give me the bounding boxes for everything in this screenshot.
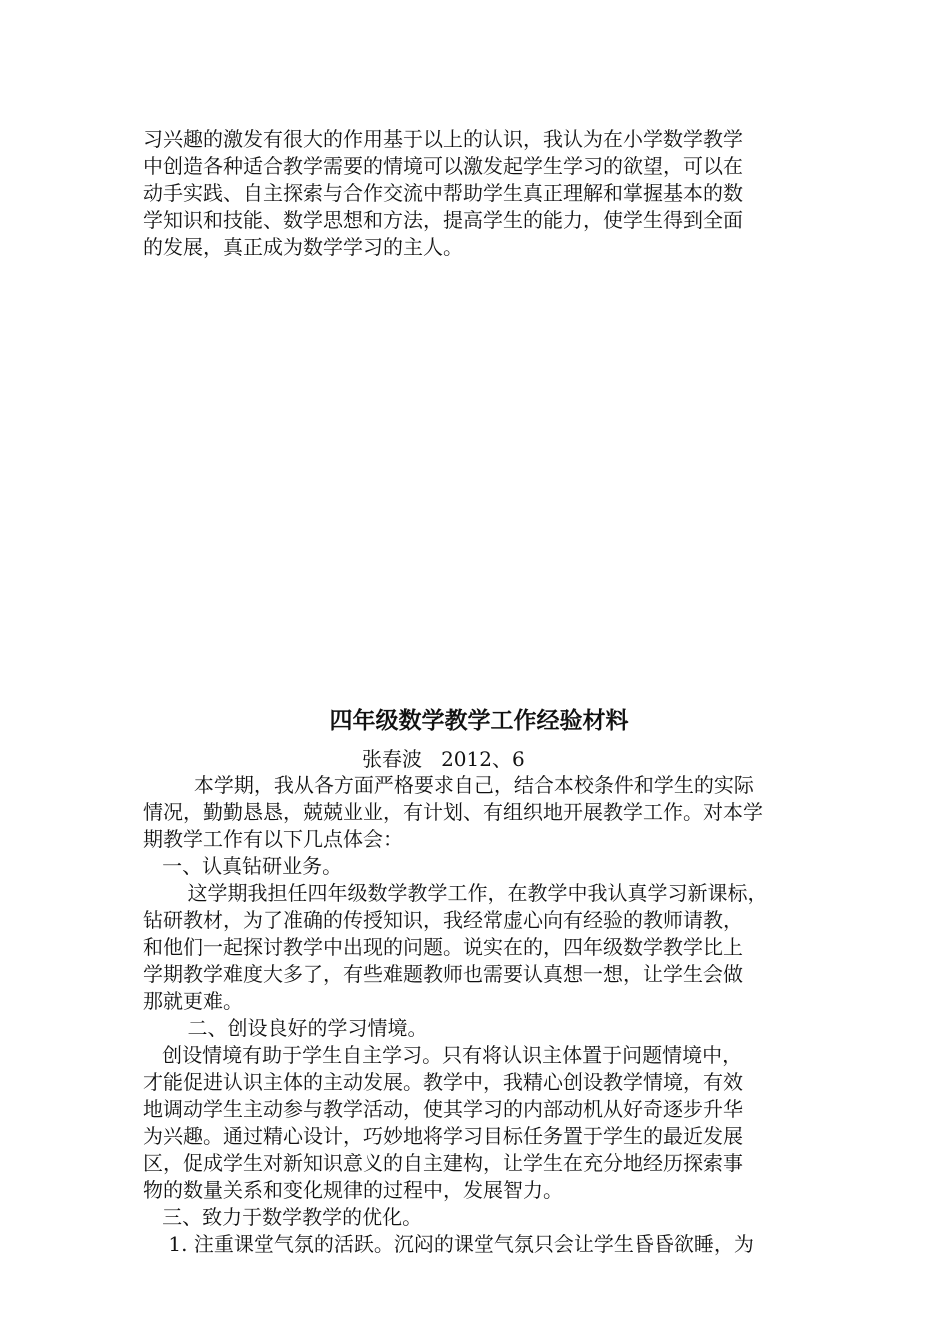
article-title: 四年级数学教学工作经验材料: [329, 708, 629, 734]
paragraph-line: 习兴趣的激发有很大的作用基于以上的认识，我认为在小学数学教学: [143, 127, 743, 151]
body-line: 地调动学生主动参与教学活动，使其学习的内部动机从好奇逐步升华: [143, 1097, 743, 1121]
paragraph-line: 的发展，真正成为数学学习的主人。: [143, 235, 463, 259]
body-line: 这学期我担任四年级数学教学工作，在教学中我认真学习新课标，: [143, 881, 768, 905]
body-line: 钻研教材，为了准确的传授知识，我经常虚心向有经验的教师请教，: [143, 908, 743, 932]
body-line: 创设情境有助于学生自主学习。只有将认识主体置于问题情境中，: [143, 1043, 743, 1067]
body-line: 区，促成学生对新知识意义的自主建构，让学生在充分地经历探索事: [143, 1151, 743, 1175]
body-line: 学期教学难度大多了，有些难题教师也需要认真想一想，让学生会做: [143, 962, 743, 986]
article-body: [143, 772, 815, 1258]
section-heading: 三、致力于数学教学的优化。: [143, 1205, 423, 1229]
body-line: 本学期，我从各方面严格要求自己，结合本校条件和学生的实际: [143, 773, 754, 797]
section-heading: 一、认真钻研业务。: [143, 854, 343, 878]
author-date-line: 张春波 2012、6: [362, 747, 525, 771]
section-heading: 二、创设良好的学习情境。: [143, 1016, 428, 1040]
paragraph-line: 中创造各种适合教学需要的情境可以激发起学生学习的欲望，可以在: [143, 154, 743, 178]
body-line: 那就更难。: [143, 989, 243, 1013]
body-line: 期教学工作有以下几点体会：: [143, 827, 403, 851]
paragraph-line: 学知识和技能、数学思想和方法，提高学生的能力，使学生得到全面: [143, 208, 743, 232]
body-line: 物的数量关系和变化规律的过程中，发展智力。: [143, 1178, 563, 1202]
continued-paragraph: [143, 126, 815, 261]
body-line: 才能促进认识主体的主动发展。教学中，我精心创设教学情境，有效: [143, 1070, 743, 1094]
body-line: 1. 注重课堂气氛的活跃。沉闷的课堂气氛只会让学生昏昏欲睡，为: [143, 1232, 754, 1256]
paragraph-line: 动手实践、自主探索与合作交流中帮助学生真正理解和掌握基本的数: [143, 181, 743, 205]
body-line: 和他们一起探讨教学中出现的问题。说实在的，四年级数学教学比上: [143, 935, 743, 959]
body-line: 情况，勤勤恳恳，兢兢业业，有计划、有组织地开展教学工作。对本学: [143, 800, 763, 824]
body-line: 为兴趣。通过精心设计，巧妙地将学习目标任务置于学生的最近发展: [143, 1124, 743, 1148]
